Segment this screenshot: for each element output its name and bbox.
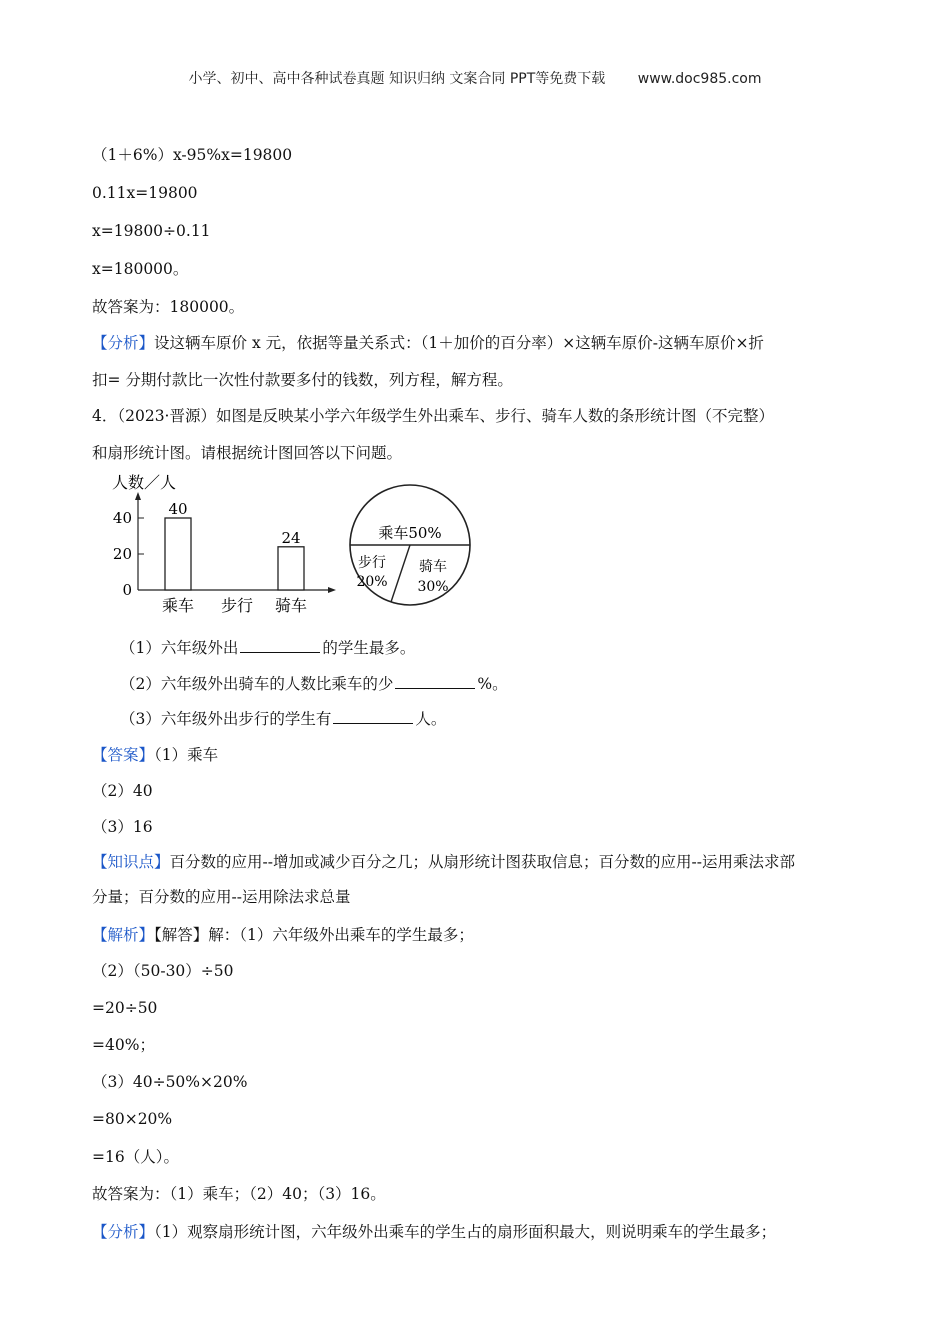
analysis-1-tag: 【分析】 [92,334,155,352]
header-text: 小学、初中、高中各种试卷真题 知识归纳 文案合同 PPT等免费下载 [188,71,606,87]
sub-question-3-a: （3）六年级外出步行的学生有 [120,710,332,728]
analysis-2 [92,1221,776,1243]
sub-question-2-b: %。 [477,675,508,693]
pie-slice-label-bike: 骑车 [419,559,447,575]
equation-line-4: x=180000。 [92,260,189,278]
final-answer: 故答案为：（1）乘车；（2）40；（3）16。 [92,1185,386,1203]
answer-2: （2）40 [92,782,153,800]
header-site[interactable]: www.doc985.com [637,71,762,87]
bar-2 [278,547,304,590]
bar-data-label: 40 [168,500,188,518]
solution-step-6: =16（人）。 [92,1148,179,1166]
solution-step-3: =40%； [92,1036,155,1054]
answer-tag: 【答案】 [92,746,155,764]
bar-category-label: 骑车 [274,596,308,615]
analysis-2-tag: 【分析】 [92,1223,155,1241]
sub-question-2-a: （2）六年级外出骑车的人数比乘车的少 [120,675,394,693]
bar-category-label: 步行 [220,596,254,615]
bar-y-axis-label: 人数／人 [112,473,177,492]
bar-y-tick-label: 40 [112,509,132,527]
sub-question-1-b: 的学生最多。 [322,639,416,657]
knowledge-text: 百分数的应用--增加或减少百分之几；从扇形统计图获取信息；百分数的应用--运用乘法求部 [169,853,795,871]
answer-blank-1[interactable] [240,638,320,653]
bar-0 [165,518,191,590]
bar-y-tick-label: 20 [112,545,132,563]
sub-question-1 [120,637,415,659]
knowledge-tag: 【知识点】 [92,853,170,871]
sub-question-2 [120,673,508,695]
analysis-1-text: 设这辆车原价 x 元，依据等量关系式：（1＋加价的百分率）×这辆车原价-这辆车原价×折 [154,334,764,352]
pie-slice-label-ride: 乘车50% [378,524,442,542]
bar-chart [112,473,336,615]
solution-step-4: （3）40÷50%×20% [92,1073,248,1091]
equation-line-1: （1＋6%）x-95%x=19800 [92,146,293,164]
solution-text: 【解答】解：（1）六年级外出乘车的学生最多； [154,926,474,944]
answer-blank-3[interactable] [333,709,413,724]
bar-category-label: 乘车 [161,596,195,615]
solution-tag: 【解析】 [92,926,155,944]
sub-question-3-b: 人。 [415,710,447,728]
pie-divider-diagonal [391,545,410,602]
sub-question-1-a: （1）六年级外出 [120,639,239,657]
solution-step-5: =80×20% [92,1110,173,1128]
solution-line [92,924,474,946]
answer-1: （1）乘车 [154,746,219,764]
statistics-figure [110,472,474,618]
bar-y-tick-label: 0 [122,581,132,599]
pie-slice-label-walk: 步行 [358,555,386,571]
answer-blank-2[interactable] [395,674,475,689]
knowledge-cont: 分量；百分数的应用--运用除法求总量 [92,888,351,906]
answer-3: （3）16 [92,818,153,836]
solution-step-2: =20÷50 [92,999,158,1017]
page-header [0,68,950,88]
bar-data-label: 24 [281,528,301,547]
equation-line-3: x=19800÷0.11 [92,222,211,240]
answer-line-1 [92,744,218,766]
analysis-1-cont: 扣= 分期付款比一次性付款要多付的钱数，列方程，解方程。 [92,371,513,389]
bar-x-axis-arrow [328,587,336,593]
bar-y-axis-arrow [135,492,141,500]
solution-step-1: （2）（50-30）÷50 [92,962,234,980]
pie-slice-pct-bike: 30% [417,579,449,595]
analysis-2-text: （1）观察扇形统计图，六年级外出乘车的学生占的扇形面积最大，则说明乘车的学生最多； [154,1223,777,1241]
question-4-line-1: 4．（2023·晋源）如图是反映某小学六年级学生外出乘车、步行、骑车人数的条形统计图（不完整） [92,407,774,425]
pie-chart [350,485,470,605]
sub-question-3 [120,708,446,730]
question-4-line-2: 和扇形统计图。请根据统计图回答以下问题。 [92,444,403,462]
answer-line-prev: 故答案为：180000。 [92,298,245,316]
pie-slice-pct-walk: 20% [356,574,388,590]
analysis-1 [92,332,764,354]
equation-line-2: 0.11x=19800 [92,184,198,202]
knowledge-line [92,851,795,873]
